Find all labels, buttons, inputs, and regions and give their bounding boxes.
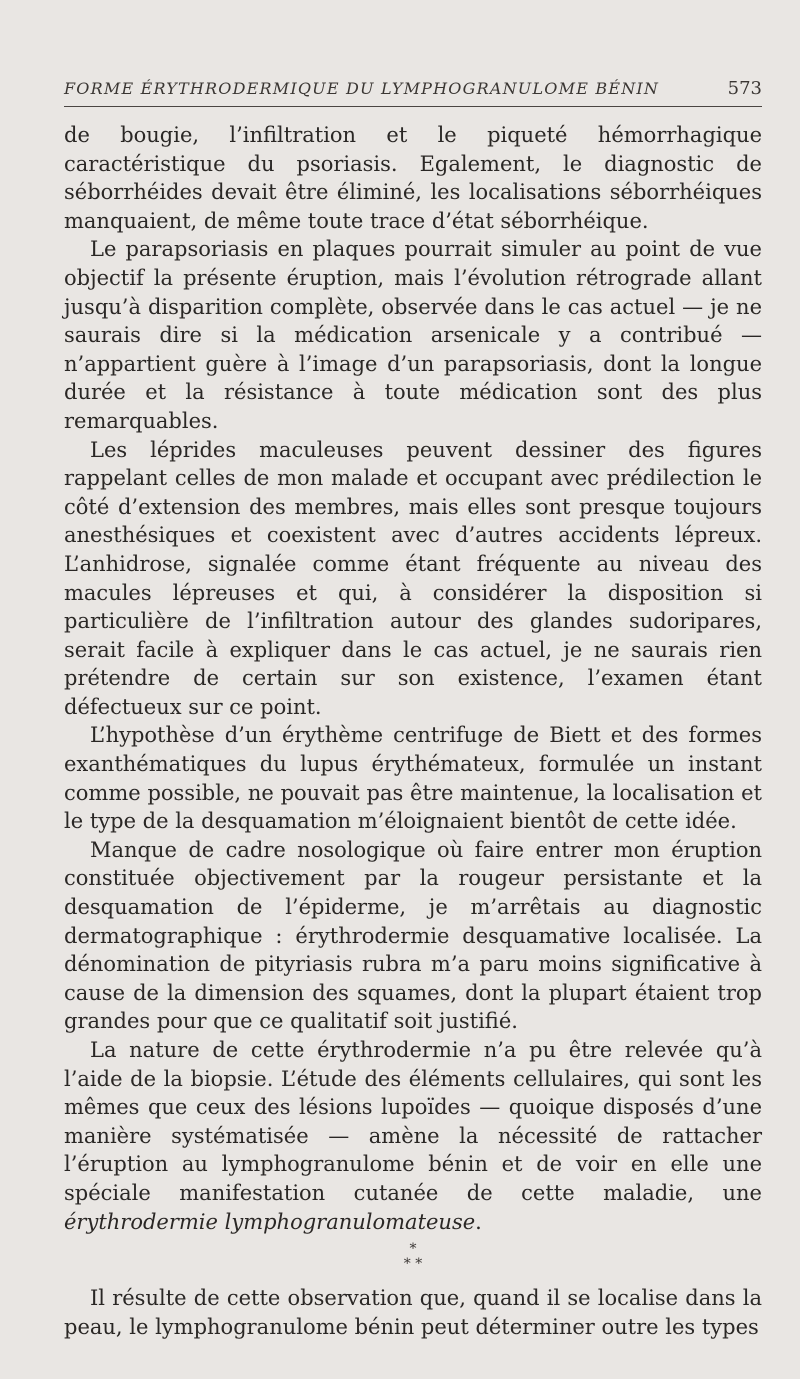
paragraph-3: Les léprides maculeuses peuvent dessiner des figures rappelant celles de mon malade et occupant avec prédilection le côté d’extension des membres, mais elles sont presque toujours anesthésiques et coexistent avec d’autres accidents lépreux. L’anhidrose, signalée comme étant fréquente au niveau des macules lépreuses et qui, à considérer la disposition si particulière de l’infiltration autour des glandes sudoripares, serait facile à expliquer dans le cas actuel, je ne saurais rien prétendre de certain sur son existence, l’examen étant défectueux sur ce point.	[64, 437, 762, 719]
paragraph-7: Il résulte de cette observation que, quand il se localise dans la peau, le lymphogranulome bénin peut déterminer outre les types	[64, 1286, 762, 1339]
running-title: FORME ÉRYTHRODERMIQUE DU LYMPHOGRANULOME BÉNIN	[64, 79, 660, 98]
paragraph-2: Le parapsoriasis en plaques pourrait simuler au point de vue objectif la présente éruption, mais l’évolution rétrograde allant jusqu’à disparition complète, observée dans le cas actuel — je ne saurais dire si la médication arsenicale y a contribué — n’appartient guère à l’image d’un parapsoriasis, dont la longue durée et la résistance à toute médication sont des plus remarquables.	[64, 237, 762, 433]
section-asterism	[64, 1242, 762, 1272]
running-head	[64, 78, 762, 107]
paragraph-6-text: La nature de cette érythrodermie n’a pu être relevée qu’à l’aide de la biopsie. L’étude des éléments cellulaires, qui sont les mêmes que ceux des lésions lupoïdes — quoique disposés d’une manière systématisée — amène la nécessité de rattacher l’éruption au lymphogranulome bénin et de voir en elle une spéciale manifestation cutanée de cette maladie, une	[64, 1038, 762, 1205]
paragraph-6-emphasis: érythrodermie lymphogranulomateuse	[64, 1209, 476, 1234]
paragraph-5: Manque de cadre nosologique où faire entrer mon éruption constituée objectivement par la rougeur persistante et la desquamation de l’épiderme, je m’arrêtais au diagnostic dermatographique : érythrodermie desquamative localisée. La dénomination de pityriasis rubra m’a paru moins significative à cause de la dimension des squames, dont la plupart étaient trop grandes pour que ce qualitatif soit justifié.	[64, 837, 762, 1034]
body-text	[64, 121, 762, 1341]
paragraph-4: L’hypothèse d’un érythème centrifuge de Biett et des formes exanthématiques du lupus érythémateux, formulée un instant comme possible, ne pouvait pas être maintenue, la localisation et le type de la desquamation m’éloignaient bientôt de cette idée.	[64, 723, 762, 834]
paragraph-6-end: .	[475, 1209, 482, 1234]
page-number: 573	[727, 78, 762, 99]
asterism-top: *	[409, 1241, 417, 1258]
asterism-bottom: * *	[403, 1256, 423, 1273]
paragraph-1: de bougie, l’infiltration et le piqueté hémorrhagique caractéristique du psoriasis. Egalement, le diagnostic de séborrhéides devait être éliminé, les localisations séborrhéiques manquaient, de même toute trace d’état séborrhéique.	[64, 123, 762, 233]
paragraph-6	[64, 1036, 762, 1236]
